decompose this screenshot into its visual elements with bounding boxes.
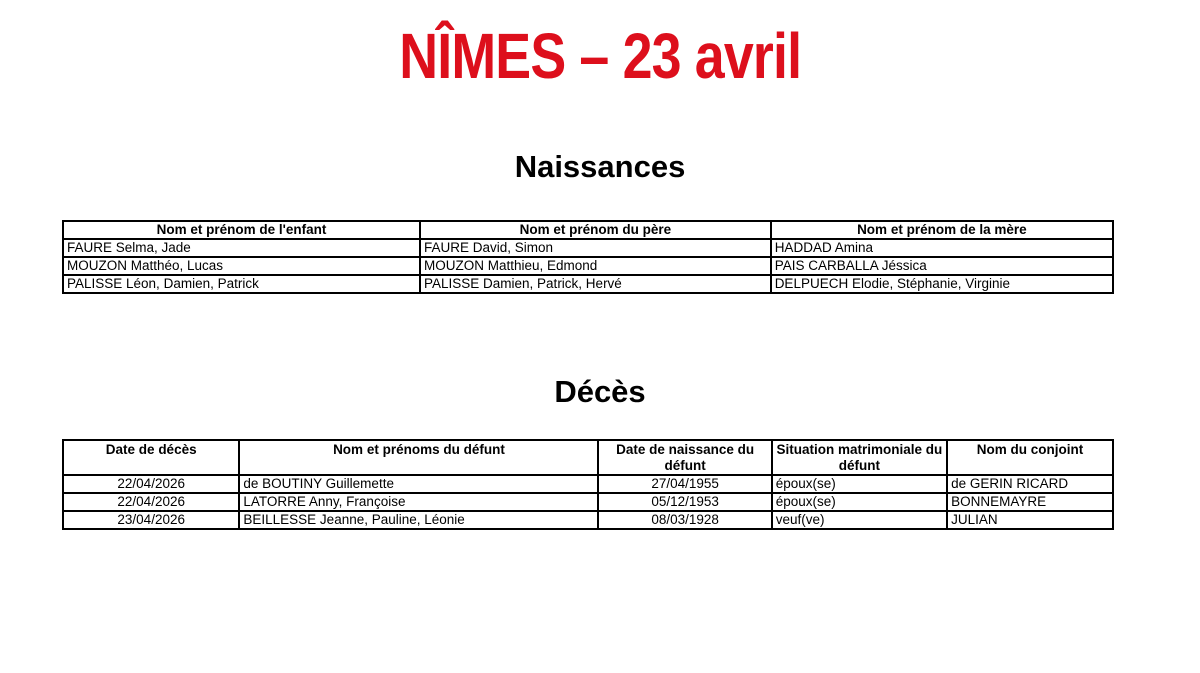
column-header: Date de naissance du défunt [598, 440, 771, 475]
table-cell: MOUZON Matthéo, Lucas [63, 257, 420, 275]
table-row [63, 493, 1113, 511]
deaths-section-heading: Décès [554, 374, 646, 409]
table-cell: LATORRE Anny, Françoise [239, 493, 598, 511]
table-cell: 08/03/1928 [598, 511, 771, 529]
column-header: Situation matrimoniale du défunt [772, 440, 947, 475]
table-cell: PALISSE Léon, Damien, Patrick [63, 275, 420, 293]
column-header: Nom et prénom du père [420, 221, 771, 239]
column-header: Date de décès [63, 440, 239, 475]
table-row [63, 511, 1113, 529]
column-header: Nom et prénom de l'enfant [63, 221, 420, 239]
table-cell: BONNEMAYRE [947, 493, 1113, 511]
table-cell: PAIS CARBALLA Jéssica [771, 257, 1113, 275]
table-cell: époux(se) [772, 493, 947, 511]
table-cell: FAURE Selma, Jade [63, 239, 420, 257]
table-cell: FAURE David, Simon [420, 239, 771, 257]
header-row [63, 440, 1113, 475]
table-cell: de BOUTINY Guillemette [239, 475, 598, 493]
table-row [63, 257, 1113, 275]
page-title [0, 22, 1200, 91]
table-row [63, 239, 1113, 257]
column-header: Nom et prénoms du défunt [239, 440, 598, 475]
column-header: Nom et prénom de la mère [771, 221, 1113, 239]
table-cell: JULIAN [947, 511, 1113, 529]
table-cell: 23/04/2026 [63, 511, 239, 529]
table-cell: BEILLESSE Jeanne, Pauline, Léonie [239, 511, 598, 529]
table-cell: 22/04/2026 [63, 493, 239, 511]
births-section-heading: Naissances [514, 149, 686, 184]
column-header: Nom du conjoint [947, 440, 1113, 475]
table-cell: 22/04/2026 [63, 475, 239, 493]
table-cell: DELPUECH Elodie, Stéphanie, Virginie [771, 275, 1113, 293]
births-table [62, 220, 1114, 294]
table-cell: MOUZON Matthieu, Edmond [420, 257, 771, 275]
table-cell: HADDAD Amina [771, 239, 1113, 257]
page-title-text: NÎMES – 23 avril [399, 20, 801, 92]
header-row [63, 221, 1113, 239]
table-cell: de GERIN RICARD [947, 475, 1113, 493]
table-cell: époux(se) [772, 475, 947, 493]
table-cell: 27/04/1955 [598, 475, 771, 493]
table-row [63, 475, 1113, 493]
table-cell: 05/12/1953 [598, 493, 771, 511]
table-row [63, 275, 1113, 293]
deaths-table [62, 439, 1114, 530]
table-cell: PALISSE Damien, Patrick, Hervé [420, 275, 771, 293]
table-cell: veuf(ve) [772, 511, 947, 529]
